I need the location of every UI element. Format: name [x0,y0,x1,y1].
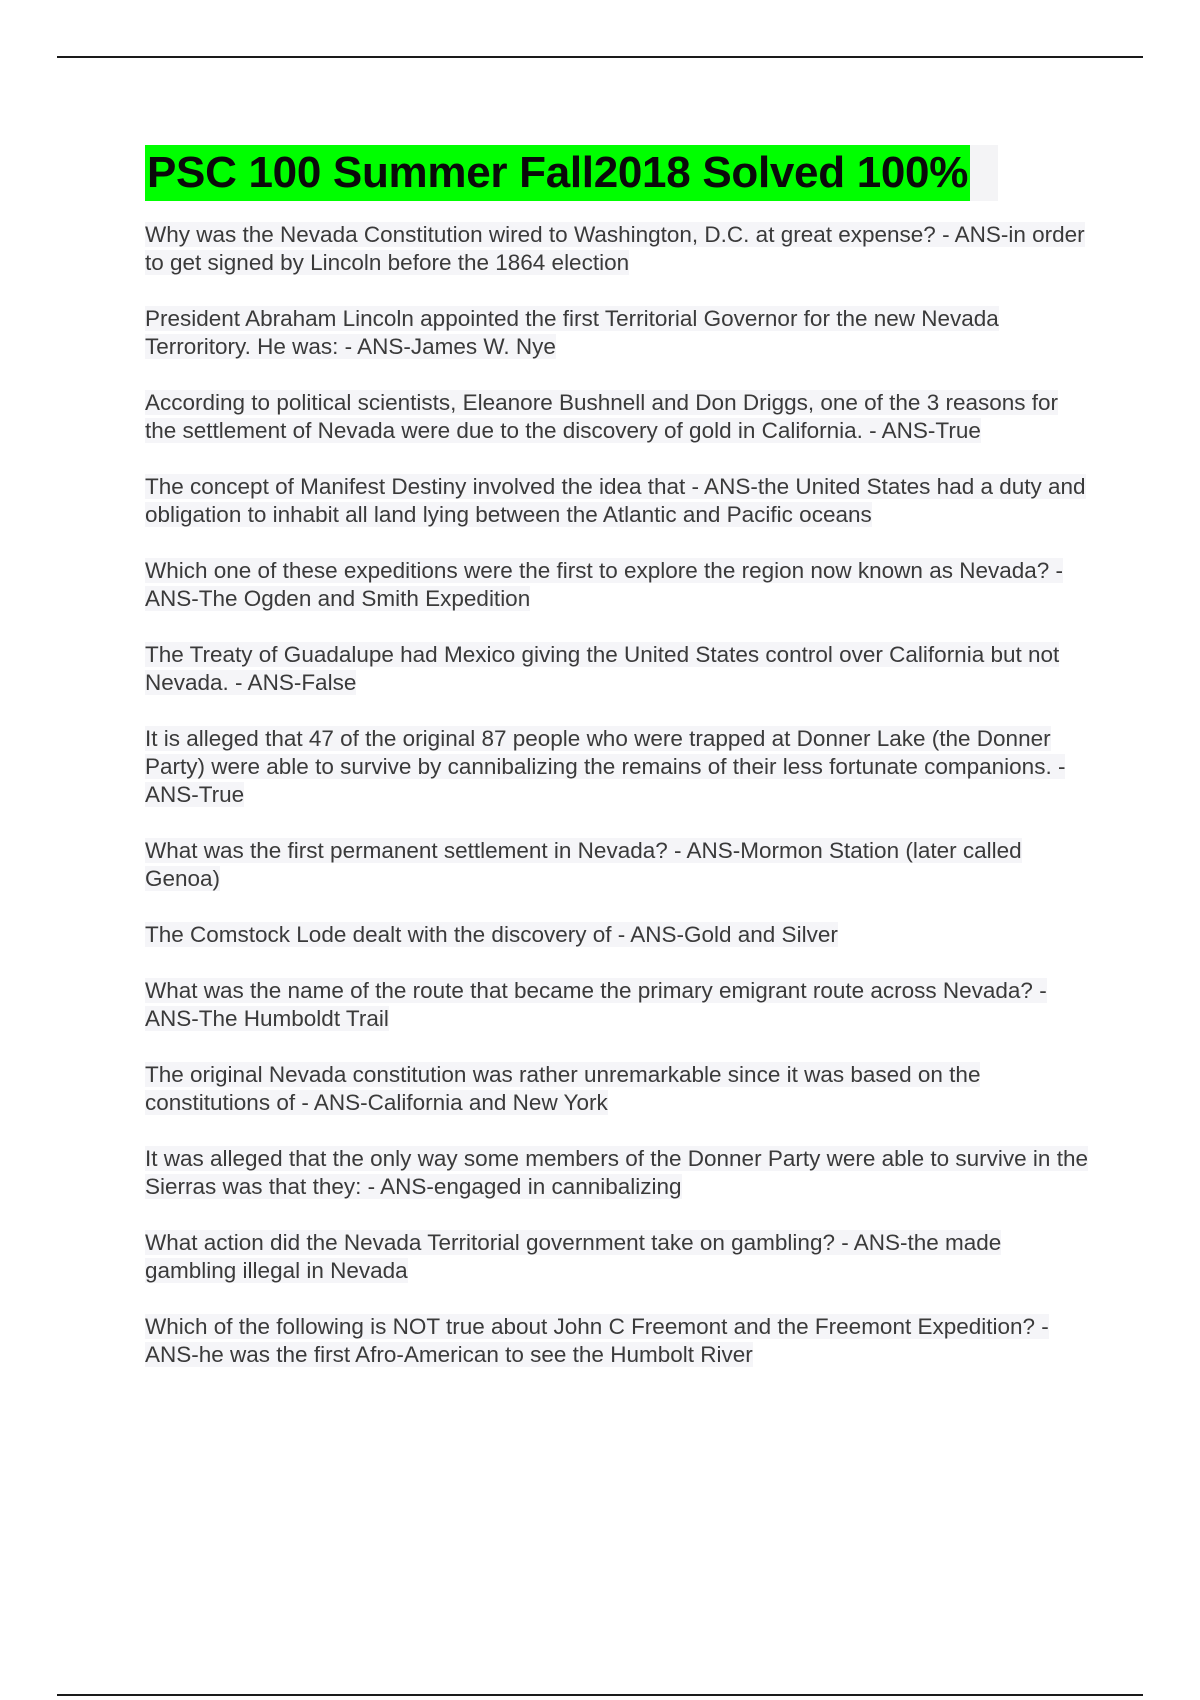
qa-item [145,1145,1090,1201]
qa-text: The concept of Manifest Destiny involved the idea that - ANS-the United States had a duty and obligation to inhabit all land lying between the Atlantic and Pacific oceans [145,474,1086,527]
bottom-rule [57,1694,1143,1696]
qa-list [145,221,1090,1369]
qa-text: What was the first permanent settlement in Nevada? - ANS-Mormon Station (later called Genoa) [145,838,1022,891]
qa-item [145,473,1090,529]
qa-item [145,921,1090,949]
top-rule [57,56,1143,58]
qa-item [145,557,1090,613]
qa-text: What action did the Nevada Territorial government take on gambling? - ANS-the made gambling illegal in Nevada [145,1230,1002,1283]
qa-text: It was alleged that the only way some members of the Donner Party were able to survive in the Sierras was that they: - ANS-engaged in cannibalizing [145,1146,1088,1199]
qa-item [145,1229,1090,1285]
qa-item [145,725,1090,809]
qa-text: According to political scientists, Eleanore Bushnell and Don Driggs, one of the 3 reasons for the settlement of Nevada were due to the discovery of gold in California. - ANS-True [145,390,1059,443]
qa-item [145,1313,1090,1369]
qa-item [145,641,1090,697]
qa-item [145,1061,1090,1117]
qa-text: It is alleged that 47 of the original 87 people who were trapped at Donner Lake (the Donner Party) were able to survive by cannibalizing the remains of their less fortunate companions. - ANS-True [145,726,1066,807]
qa-text: The original Nevada constitution was rather unremarkable since it was based on the constitutions of - ANS-California and New York [145,1062,981,1115]
qa-text: The Treaty of Guadalupe had Mexico giving the United States control over California but not Nevada. - ANS-False [145,642,1060,695]
qa-text: President Abraham Lincoln appointed the first Territorial Governor for the new Nevada Terroritory. He was: - ANS-James W. Nye [145,306,999,359]
qa-text: The Comstock Lode dealt with the discovery of - ANS-Gold and Silver [145,922,838,947]
qa-item [145,221,1090,277]
qa-item [145,977,1090,1033]
qa-item [145,389,1090,445]
title-wrap [145,145,998,201]
qa-text: What was the name of the route that became the primary emigrant route across Nevada? - ANS-The Humboldt Trail [145,978,1047,1031]
qa-item [145,305,1090,361]
qa-item [145,837,1090,893]
document-title: PSC 100 Summer Fall2018 Solved 100% [145,145,970,201]
qa-text: Which of the following is NOT true about John C Freemont and the Freemont Expedition? - ANS-he was the first Afro-American to see the Humbolt River [145,1314,1049,1367]
qa-text: Why was the Nevada Constitution wired to Washington, D.C. at great expense? - ANS-in order to get signed by Lincoln before the 1864 election [145,222,1085,275]
document-body [145,145,1090,1397]
qa-text: Which one of these expeditions were the first to explore the region now known as Nevada? - ANS-The Ogden and Smith Expedition [145,558,1064,611]
